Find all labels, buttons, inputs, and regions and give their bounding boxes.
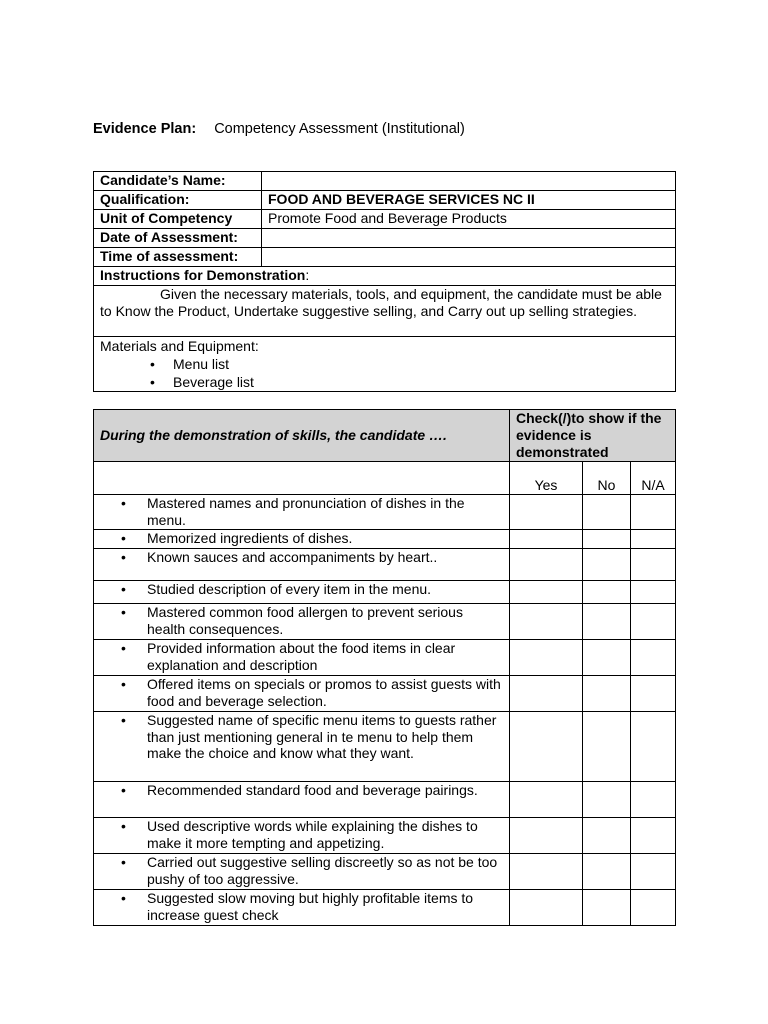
checklist-item-text: Mastered common food allergen to prevent serious health consequences. — [147, 604, 463, 637]
time-value[interactable] — [262, 248, 676, 267]
materials-item-menu-list: • Menu list — [173, 355, 669, 373]
checklist-item — [94, 890, 510, 926]
yes-check-cell[interactable] — [510, 530, 583, 549]
checklist-item — [94, 676, 510, 712]
checklist-item-text: Suggested name of specific menu items to guests rather than just mentioning general in te menu to help them make the choice and know what they want. — [147, 712, 497, 761]
yes-check-cell[interactable] — [510, 676, 583, 712]
yes-check-cell[interactable] — [510, 581, 583, 604]
no-check-cell[interactable] — [583, 581, 631, 604]
yes-check-cell[interactable] — [510, 549, 583, 581]
checklist-row — [94, 549, 676, 581]
date-row — [94, 229, 676, 248]
no-check-cell[interactable] — [583, 712, 631, 782]
yes-check-cell[interactable] — [510, 640, 583, 676]
instructions-text-cell — [94, 286, 676, 337]
check-heading: Check(/)to show if the evidence is demonstrated — [510, 410, 676, 462]
yes-no-na-spacer — [94, 462, 510, 495]
na-check-cell[interactable] — [631, 530, 676, 549]
checklist-row — [94, 640, 676, 676]
yes-check-cell[interactable] — [510, 712, 583, 782]
no-check-cell[interactable] — [583, 640, 631, 676]
checklist-items — [94, 495, 676, 926]
checklist-row — [94, 530, 676, 549]
instructions-heading — [94, 267, 676, 286]
checklist-row — [94, 676, 676, 712]
na-check-cell[interactable] — [631, 581, 676, 604]
qualification-value: FOOD AND BEVERAGE SERVICES NC II — [262, 191, 676, 210]
na-check-cell[interactable] — [631, 604, 676, 640]
checklist-item — [94, 854, 510, 890]
checklist-item — [94, 782, 510, 818]
checklist-item-text: Memorized ingredients of dishes. — [147, 530, 353, 546]
checklist-row — [94, 890, 676, 926]
no-check-cell[interactable] — [583, 604, 631, 640]
no-check-cell[interactable] — [583, 530, 631, 549]
checklist-item — [94, 549, 510, 581]
checklist-row — [94, 581, 676, 604]
yes-no-na-row — [94, 462, 676, 495]
checklist-item — [94, 640, 510, 676]
na-column-label: N/A — [631, 462, 676, 495]
evidence-plan-label: Evidence Plan: — [93, 121, 197, 137]
no-check-cell[interactable] — [583, 854, 631, 890]
checklist-item-text: Studied description of every item in the menu. — [147, 581, 432, 597]
bullet-icon: • — [121, 676, 126, 692]
yes-check-cell[interactable] — [510, 782, 583, 818]
yes-check-cell[interactable] — [510, 495, 583, 530]
na-check-cell[interactable] — [631, 890, 676, 926]
checklist-item-text: Mastered names and pronunciation of dishes in the menu. — [147, 495, 465, 528]
bullet-icon: • — [121, 890, 126, 906]
na-check-cell[interactable] — [631, 818, 676, 854]
no-check-cell[interactable] — [583, 818, 631, 854]
no-check-cell[interactable] — [583, 676, 631, 712]
unit-row — [94, 210, 676, 229]
qualification-label: Qualification: — [94, 191, 262, 210]
materials-list — [100, 355, 669, 391]
instructions-text: Given the necessary materials, tools, and equipment, the candidate must be able to Know the Product, Undertake suggestive selling, and Carry out up selling strategies. — [100, 286, 662, 319]
yes-check-cell[interactable] — [510, 890, 583, 926]
checklist-row — [94, 712, 676, 782]
checklist-heading: During the demonstration of skills, the candidate …. — [94, 410, 510, 462]
no-column-label: No — [583, 462, 631, 495]
materials-item-beverage-list: • Beverage list — [173, 373, 669, 391]
na-check-cell[interactable] — [631, 640, 676, 676]
demonstration-checklist-table — [93, 409, 676, 926]
bullet-icon: • — [121, 530, 126, 546]
instructions-text-row — [94, 286, 676, 337]
checklist-row — [94, 818, 676, 854]
bullet-icon: • — [121, 782, 126, 798]
checklist-item-text: Provided information about the food items in clear explanation and description — [147, 640, 456, 673]
date-label: Date of Assessment: — [94, 229, 262, 248]
checklist-item — [94, 581, 510, 604]
yes-check-cell[interactable] — [510, 604, 583, 640]
checklist-item-text: Suggested slow moving but highly profitable items to increase guest check — [147, 890, 474, 923]
checklist-row — [94, 604, 676, 640]
checklist-item-text: Offered items on specials or promos to assist guests with food and beverage selection. — [147, 676, 501, 709]
checklist-item-text: Used descriptive words while explaining the dishes to make it more tempting and appetizing. — [147, 818, 478, 851]
checklist-item — [94, 712, 510, 782]
instructions-indent — [100, 286, 160, 302]
yes-check-cell[interactable] — [510, 854, 583, 890]
unit-label: Unit of Competency — [94, 210, 262, 229]
instructions-heading-row — [94, 267, 676, 286]
checklist-item-text: Recommended standard food and beverage pairings. — [147, 782, 478, 798]
checklist-item-text: Known sauces and accompaniments by heart.. — [147, 549, 438, 565]
checklist-item — [94, 818, 510, 854]
evidence-plan-title — [93, 121, 465, 138]
instructions-label: Instructions for Demonstration — [100, 267, 306, 283]
checklist-row — [94, 782, 676, 818]
na-check-cell[interactable] — [631, 712, 676, 782]
instructions-colon: : — [305, 267, 310, 283]
yes-check-cell[interactable] — [510, 818, 583, 854]
na-check-cell[interactable] — [631, 782, 676, 818]
checklist-item-text: Carried out suggestive selling discreetly so as not be too pushy of too aggressive. — [147, 854, 498, 887]
no-check-cell[interactable] — [583, 890, 631, 926]
na-check-cell[interactable] — [631, 854, 676, 890]
candidate-name-label: Candidate’s Name: — [94, 172, 262, 191]
materials-row — [94, 337, 676, 392]
date-value[interactable] — [262, 229, 676, 248]
yes-column-label: Yes — [510, 462, 583, 495]
materials-cell — [94, 337, 676, 392]
evidence-plan-value: Competency Assessment (Institutional) — [214, 121, 465, 137]
candidate-name-row — [94, 172, 676, 191]
bullet-icon: • — [121, 495, 126, 511]
no-check-cell[interactable] — [583, 782, 631, 818]
checklist-item — [94, 604, 510, 640]
na-check-cell[interactable] — [631, 495, 676, 530]
candidate-info-table — [93, 171, 676, 392]
checklist-row — [94, 495, 676, 530]
no-check-cell[interactable] — [583, 549, 631, 581]
checklist-row — [94, 854, 676, 890]
na-check-cell[interactable] — [631, 549, 676, 581]
materials-label: Materials and Equipment: — [100, 338, 259, 354]
unit-value: Promote Food and Beverage Products — [262, 210, 676, 229]
bullet-icon: • — [121, 854, 126, 870]
bullet-icon: • — [121, 581, 126, 597]
bullet-icon: • — [121, 604, 126, 620]
bullet-icon: • — [121, 640, 126, 656]
qualification-row — [94, 191, 676, 210]
no-check-cell[interactable] — [583, 495, 631, 530]
bullet-icon: • — [121, 818, 126, 834]
checklist-header-row — [94, 410, 676, 462]
checklist-item — [94, 495, 510, 530]
bullet-icon: • — [121, 549, 126, 565]
checklist-item — [94, 530, 510, 549]
bullet-icon: • — [121, 712, 126, 728]
na-check-cell[interactable] — [631, 676, 676, 712]
time-label: Time of assessment: — [94, 248, 262, 267]
time-row — [94, 248, 676, 267]
candidate-name-value[interactable] — [262, 172, 676, 191]
